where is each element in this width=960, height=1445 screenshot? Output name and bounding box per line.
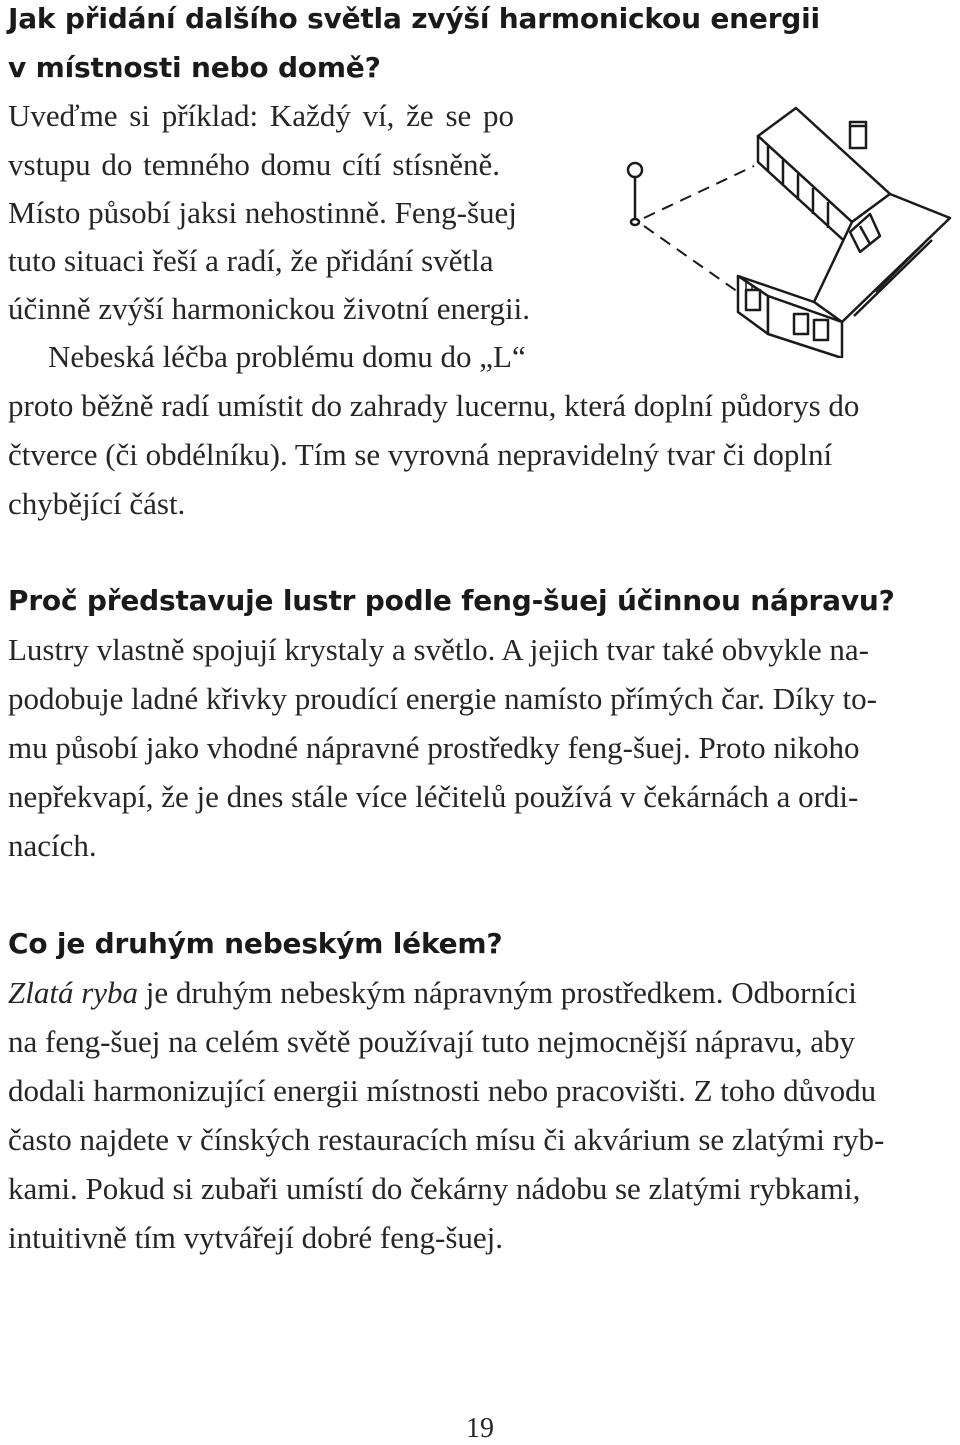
section-3-heading: Co je druhým nebeským lékem? <box>8 927 503 960</box>
section-3-first-line <box>8 975 857 1011</box>
section-1-heading-line-2: v místnosti nebo domě? <box>8 51 381 84</box>
section-1-line: Uveďme si příklad: Každý ví, že se po <box>8 98 515 133</box>
section-2-line: nepřekvapí, že je dnes stále více léčitelů používá v čekárnách a ordi- <box>8 779 859 814</box>
section-3-line: intuitivně tím vytvářejí dobré feng-šuej. <box>8 1220 504 1255</box>
section-1-line: čtverce (či obdélníku). Tím se vyrovná nepravidelný tvar či doplní <box>8 437 833 472</box>
section-1-heading-line-1: Jak přidání dalšího světla zvýší harmonickou energii <box>8 2 820 35</box>
section-2-line: nacích. <box>8 828 97 863</box>
section-1-line: proto běžně radí umístit do zahrady lucernu, která doplní půdorys do <box>8 388 860 423</box>
section-2-heading: Proč představuje lustr podle feng-šuej účinnou nápravu? <box>8 584 895 617</box>
section-2-line: podobuje ladné křivky proudící energie namísto přímých čar. Díky to- <box>8 681 877 716</box>
section-1-line-indented: Nebeská léčba problému domu do „L“ <box>48 339 526 374</box>
emphasis-term: Zlatá ryba <box>8 975 139 1010</box>
page-number: 19 <box>466 1413 494 1444</box>
section-3-line: často najdete v čínských restauracích mísu či akvárium se zlatými ryb- <box>8 1122 885 1157</box>
section-3-line: na feng-šuej na celém světě používají tuto nejmocnější nápravu, aby <box>8 1024 856 1059</box>
section-1-line: účinně zvýší harmonickou životní energii. <box>8 291 530 326</box>
section-1-line: vstupu do temného domu cítí stísněně. <box>8 147 501 182</box>
section-2-line: Lustry vlastně spojují krystaly a světlo. A jejich tvar také obvykle na- <box>8 632 869 667</box>
section-3-line: dodali harmonizující energii místnosti nebo pracovišti. Z toho důvodu <box>8 1073 877 1108</box>
section-3-line: kami. Pokud si zubaři umístí do čekárny nádobu se zlatými rybkami, <box>8 1171 861 1206</box>
section-1-line: chybějící část. <box>8 486 186 521</box>
section-3-first-line-rest: je druhým nebeským nápravným prostředkem. Odborníci <box>138 975 857 1010</box>
section-1-line: tuto situaci řeší a radí, že přidání světla <box>8 243 494 278</box>
l-shaped-house-with-lantern-icon <box>618 96 958 358</box>
section-2-line: mu působí jako vhodné nápravné prostředky feng-šuej. Proto nikoho <box>8 730 860 765</box>
section-1-line: Místo působí jaksi nehostinně. Feng-šuej <box>8 195 517 230</box>
